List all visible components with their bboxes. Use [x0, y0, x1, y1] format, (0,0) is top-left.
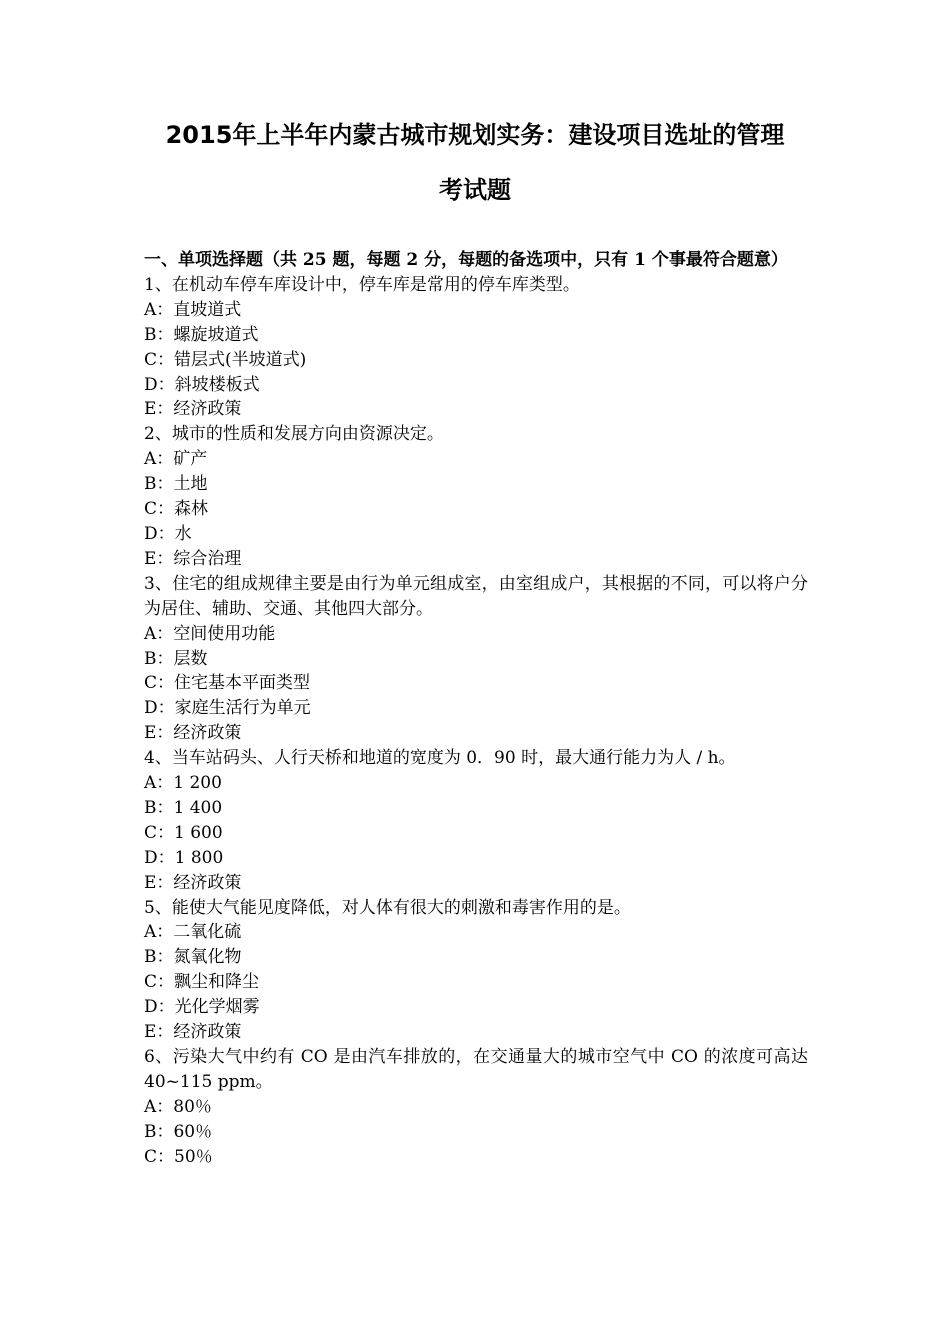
section-heading: 一、单项选择题（共 25 题，每题 2 分，每题的备选项中，只有 1 个事最符合题意） [144, 250, 788, 270]
answer-option: B：氮氧化物 [144, 947, 242, 968]
question-stem: 5、能使大气能见度降低，对人体有很大的刺激和毒害作用的是。 [144, 897, 631, 918]
page-title: 2015年上半年内蒙古城市规划实务：建设项目选址的管理 [165, 121, 785, 149]
answer-option: A：1 200 [144, 773, 222, 794]
question-stem: 1、在机动车停车库设计中，停车库是常用的停车库类型。 [144, 274, 580, 295]
answer-option: E：经济政策 [144, 1022, 242, 1043]
answer-option: C：森林 [144, 499, 209, 520]
answer-option: D：斜坡楼板式 [144, 374, 260, 395]
answer-option: D：1 800 [144, 847, 224, 868]
question-2 [144, 422, 808, 571]
answer-option: D：家庭生活行为单元 [144, 698, 311, 719]
answer-option: C：1 600 [144, 822, 223, 843]
answer-option: D：光化学烟雾 [144, 997, 260, 1018]
question-stem: 6、污染大气中约有 CO 是由汽车排放的，在交通量大的城市空气中 CO 的浓度可高达 40~115 ppm。 [144, 1047, 808, 1092]
question-4 [144, 746, 808, 895]
page-title-continued: 考试题 [439, 176, 511, 204]
answer-option: C：飘尘和降尘 [144, 972, 260, 993]
question-stem: 3、住宅的组成规律主要是由行为单元组成室，由室组成户，其根据的不同，可以将户分为居住、辅助、交通、其他四大部分。 [144, 573, 808, 619]
answer-option: C：住宅基本平面类型 [144, 673, 311, 694]
answer-option: A：80％ [144, 1096, 212, 1117]
question-stem: 2、城市的性质和发展方向由资源决定。 [144, 424, 444, 445]
answer-option: B：1 400 [144, 797, 223, 818]
answer-option: E：综合治理 [144, 548, 242, 569]
question-1 [144, 273, 808, 422]
answer-option: C：50％ [144, 1146, 213, 1167]
answer-option: B：层数 [144, 648, 208, 669]
answer-option: B：土地 [144, 474, 208, 495]
answer-option: C：错层式(半坡道式) [144, 349, 307, 370]
document-body [144, 248, 808, 1170]
question-3 [144, 572, 808, 746]
answer-option: E：经济政策 [144, 399, 242, 420]
question-stem: 4、当车站码头、人行天桥和地道的宽度为 0．90 时，最大通行能力为人 / h。 [144, 748, 736, 769]
answer-option: A：直坡道式 [144, 299, 242, 320]
answer-option: E：经济政策 [144, 723, 242, 744]
answer-option: A：二氧化硫 [144, 922, 242, 943]
question-5 [144, 896, 808, 1045]
answer-option: D：水 [144, 523, 192, 544]
answer-option: E：经济政策 [144, 872, 242, 893]
answer-option: A：矿产 [144, 449, 208, 470]
question-6 [144, 1045, 808, 1170]
answer-option: B：螺旋坡道式 [144, 324, 259, 345]
answer-option: B：60％ [144, 1121, 213, 1142]
answer-option: A：空间使用功能 [144, 623, 276, 644]
